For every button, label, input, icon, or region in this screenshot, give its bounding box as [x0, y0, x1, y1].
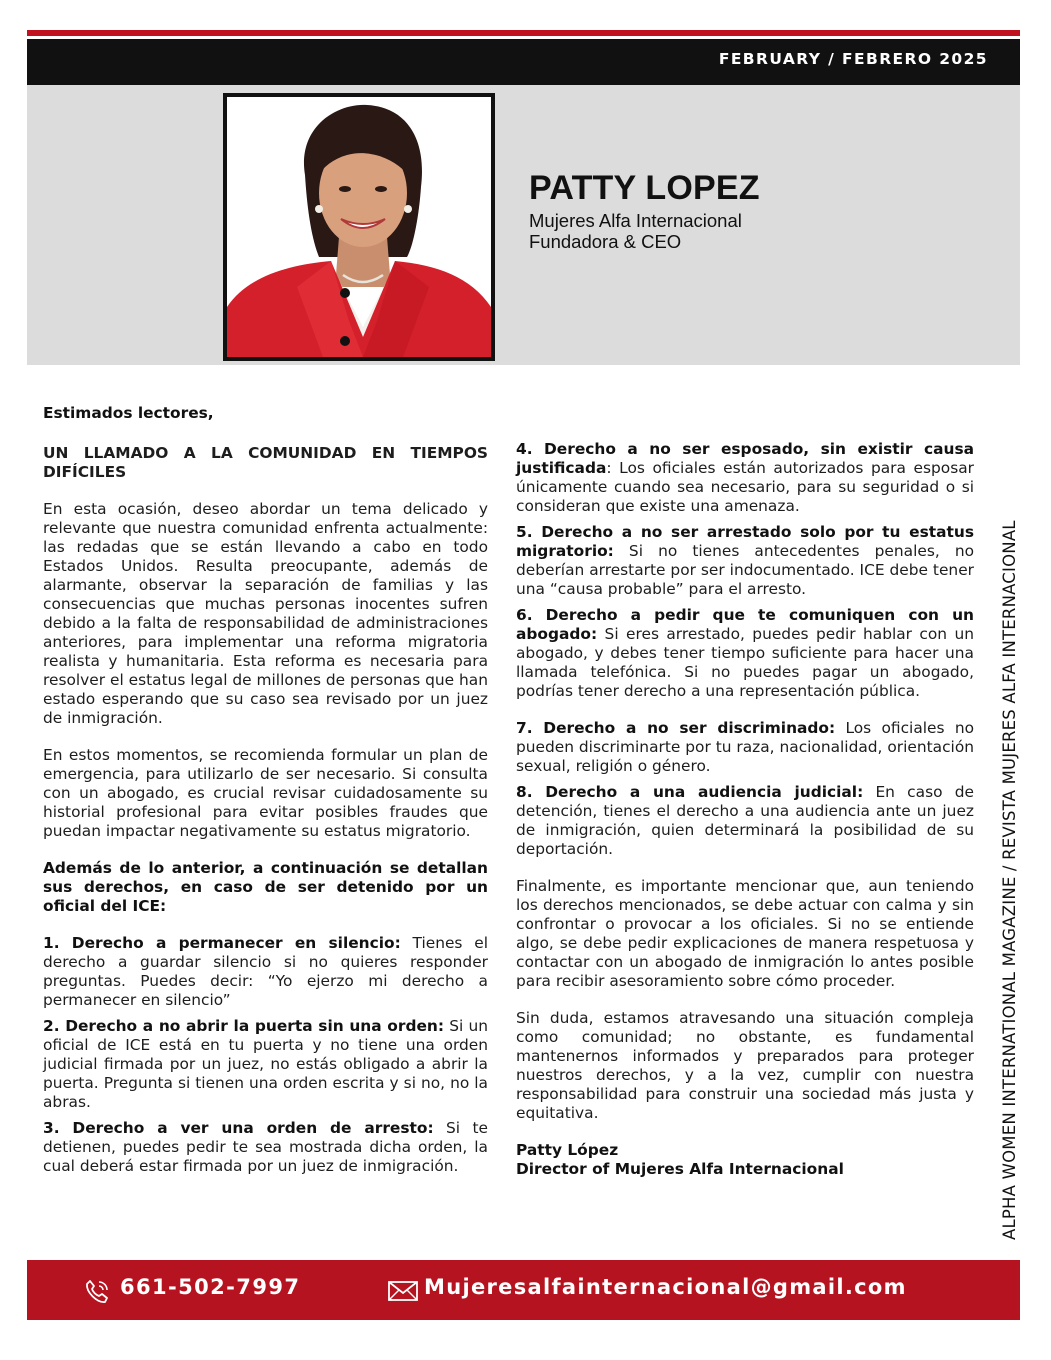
right-text: Si te detienen, puedes pedir te sea mostrada dicha orden, la cual deberá estar firmada por un juez de inmigración.	[43, 1119, 488, 1175]
right-title: 6. Derecho a pedir que te comuniquen con un abogado:	[516, 606, 974, 643]
paragraph-closing: Sin duda, estamos atravesando una situación compleja como comunidad; no obstante, es fundamental mantenernos informados y preparados para proteger nuestros derechos, y a la vez, cumplir con nuestra responsabilidad para construir una sociedad más justa y equitativa.	[516, 1009, 974, 1122]
author-organization: Mujeres Alfa Internacional	[529, 210, 742, 231]
date-bar	[27, 39, 1020, 85]
vertical-magazine-title: ALPHA WOMEN INTERNATIONAL MAGAZINE / REVISTA MUJERES ALFA INTERNACIONAL	[1000, 520, 1019, 1240]
right-item-4	[516, 440, 974, 516]
profile-header	[27, 85, 1020, 365]
right-item-1	[43, 934, 488, 1010]
greeting: Estimados lectores,	[43, 404, 214, 422]
article-column-left	[43, 404, 488, 1176]
article-column-right	[516, 440, 974, 1179]
right-title: 3. Derecho a ver una orden de arresto:	[43, 1119, 434, 1137]
right-title: 5. Derecho a no ser arrestado solo por tu estatus migratorio:	[516, 523, 974, 560]
issue-date: FEBRUARY / FEBRERO 2025	[718, 50, 988, 68]
right-text: Si un oficial de ICE está en tu puerta y no tiene una orden judicial firmada por un juez, no estás obligado a abrir la puerta. Pregunta si tienen una orden escrita y si no, no la abras.	[43, 1017, 488, 1111]
right-text: Tienes el derecho a guardar silencio si no quieres responder preguntas. Puedes decir: “Yo ejerzo mi derecho a permanecer en silencio”	[43, 934, 488, 1009]
right-title: 1. Derecho a permanecer en silencio:	[43, 934, 401, 952]
profile-photo	[223, 93, 495, 361]
author-name: PATTY LOPEZ	[529, 169, 760, 207]
right-title: 8. Derecho a una audiencia judicial:	[516, 783, 864, 801]
right-item-2	[43, 1017, 488, 1112]
right-title: 2. Derecho a no abrir la puerta sin una orden:	[43, 1017, 445, 1035]
right-item-6	[516, 606, 974, 701]
author-role: Fundadora & CEO	[529, 231, 682, 252]
article-heading: UN LLAMADO A LA COMUNIDAD EN TIEMPOS DIFÍCILES	[43, 444, 488, 481]
mail-icon	[388, 1281, 418, 1301]
right-text: Si no tienes antecedentes penales, no deberían arrestarte por ser indocumentado. ICE debe tener una “causa probable” para el arresto.	[516, 542, 974, 598]
paragraph-conclusion: Finalmente, es importante mencionar que, aun teniendo los derechos mencionados, se debe actuar con calma y sin confrontar o provocar a los oficiales. Si no se entiende algo, se debe pedir explicaciones de manera respetuosa y contactar con un abogado de inmigración lo antes posible para recibir asesoramiento sobre cómo proceder.	[516, 877, 974, 990]
right-title: 7. Derecho a no ser discriminado:	[516, 719, 836, 737]
signature-name: Patty López	[516, 1141, 619, 1159]
phone-icon	[83, 1278, 111, 1306]
right-item-3	[43, 1119, 488, 1176]
email-address[interactable]: Mujeresalfainternacional@gmail.com	[424, 1275, 907, 1299]
paragraph-intro: En esta ocasión, deseo abordar un tema delicado y relevante que nuestra comunidad enfrenta actualmente: las redadas que se están llevando a cabo en todo Estados Unidos. Resulta preocupante, además de alarmante, observar la separación de familias y las consecuencias que muchas personas inocentes sufren debido a la falta de responsabilidad de administraciones anteriores, para implementar una reforma migratoria realista y humanitaria. Esta reforma es necesaria para resolver el estatus legal de millones de personas que han estado esperando que su caso sea revisado por un juez de inmigración.	[43, 500, 488, 727]
rights-intro: Además de lo anterior, a continuación se detallan sus derechos, en caso de ser detenido por un oficial del ICE:	[43, 859, 488, 915]
contact-footer	[27, 1260, 1020, 1320]
right-item-8	[516, 783, 974, 859]
portrait-illustration	[227, 97, 491, 357]
right-text: En caso de detención, tienes el derecho a una audiencia ante un juez de inmigración, quien determinará la posibilidad de su deportación.	[516, 783, 974, 858]
signature-title: Director of Mujeres Alfa Internacional	[516, 1160, 844, 1178]
right-item-5	[516, 523, 974, 599]
right-text: : Los oficiales están autorizados para esposar únicamente cuando sea necesario, para su seguridad o si consideran que existe una amenaza.	[516, 459, 974, 515]
paragraph-emergency-plan: En estos momentos, se recomienda formular un plan de emergencia, para utilizarlo de ser necesario. Si consulta con un abogado, es crucial revisar cuidadosamente su historial profesional para evitar posibles fraudes que puedan impactar negativamente su estatus migratorio.	[43, 746, 488, 840]
right-item-7	[516, 719, 974, 776]
phone-number[interactable]: 661-502-7997	[120, 1275, 301, 1299]
top-red-rule	[27, 30, 1020, 36]
right-text: Los oficiales no pueden discriminarte por tu raza, nacionalidad, orientación sexual, religión o género.	[516, 719, 974, 775]
right-text: Si eres arrestado, puedes pedir hablar con un abogado, y debes tener tiempo suficiente para hacer una llamada telefónica. Si no puedes pagar un abogado, podrías tener derecho a una representación pública.	[516, 625, 974, 700]
right-title: 4. Derecho a no ser esposado, sin existir causa justificada	[516, 440, 974, 477]
